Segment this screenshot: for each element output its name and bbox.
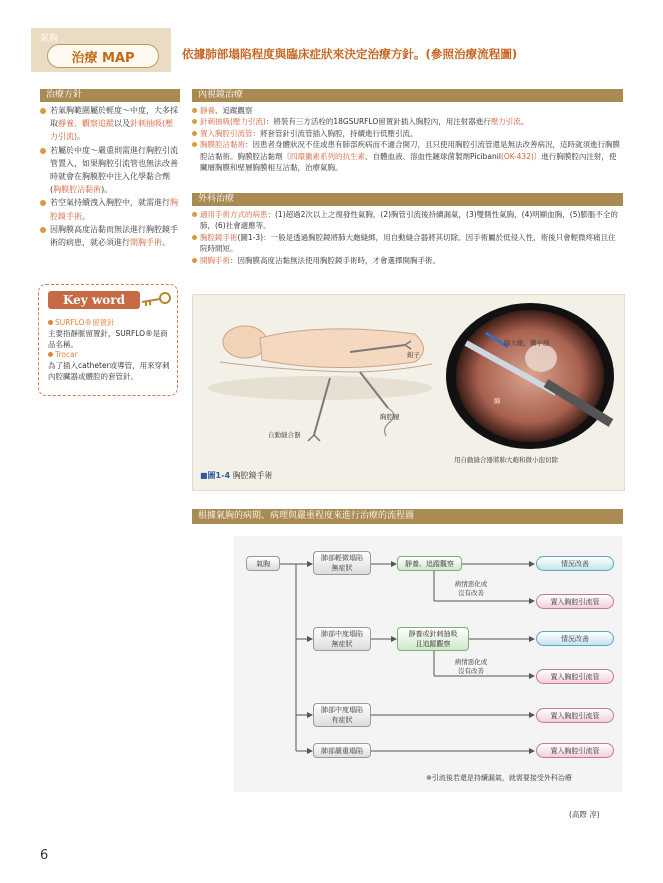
item-text: 、自體血液、溶血性鏈球菌製劑Picibanil — [365, 151, 501, 161]
item-label: 胸膜腔沾黏術 — [200, 140, 245, 150]
key-icon — [140, 290, 172, 310]
treatment-policy-bar: 治療方針 — [40, 89, 180, 102]
flow-rest-observe: 靜養、追蹤觀察 — [397, 556, 462, 571]
item-highlight: 胸膜腔沾黏術 — [53, 185, 102, 195]
list-item — [40, 144, 180, 197]
flow-outcome-drain: 置入胸腔引流管 — [536, 594, 614, 609]
list-item — [192, 139, 623, 173]
bullet-icon — [192, 235, 197, 240]
list-item — [192, 128, 623, 139]
label-bulla: 肺大皰、微小泡 — [504, 339, 550, 347]
item-text: 。 — [77, 132, 86, 142]
surgery-bar: 外科治療 — [192, 193, 623, 206]
figure-title: 胸腔鏡手術 — [232, 471, 273, 480]
chapter-label: 氣胸 — [40, 34, 59, 44]
keyword-description: 為了插入catheter或導管，用來穿刺內腔臟器或體腔的套管針。 — [48, 361, 170, 381]
item-text: 以及 — [114, 119, 130, 129]
flow-mild-collapse: 肺部輕微塌陷 無症狀 — [313, 551, 371, 575]
patient-illustration — [200, 300, 440, 465]
item-text: 。 — [82, 211, 90, 221]
author-credit: (高際 淳) — [569, 810, 600, 819]
flow-severe-collapse: 肺部嚴重塌陷 — [313, 743, 371, 758]
bullet-icon — [40, 148, 46, 154]
item-highlight: (OK-432) — [500, 151, 534, 161]
flowchart-bar: 根據氣胸的病期、病理與嚴重程度來進行治療的流程圖 — [192, 509, 623, 524]
item-text: 若空氣持續洩入胸腔中，就需進行 — [50, 198, 170, 208]
surgery-list — [192, 209, 623, 266]
item-text: (圖1-3)：一般是透過胸腔鏡將肺大皰縫綁，用自動縫合器將其切除。因手術屬於低侵入性，術後只會輕微疼痛且住院時間短。 — [200, 232, 616, 254]
item-text: )。 — [101, 185, 113, 195]
item-label: 開胸手術 — [200, 255, 230, 265]
keyword-description: 主要指靜脈留置針，SURFLO®是商品名稱。 — [48, 328, 168, 349]
keyword-title: Key word — [48, 291, 140, 309]
item-label: 適用手術方式的病患 — [200, 210, 268, 219]
flow-outcome-drain: 置入胸腔引流管 — [536, 669, 614, 684]
item-label: 靜養 — [200, 106, 215, 115]
item-label: 胸腔鏡手術 — [200, 232, 238, 242]
bullet-icon — [192, 131, 197, 136]
endoscopic-photo — [446, 303, 614, 449]
bullet-icon — [192, 212, 197, 217]
list-item — [192, 105, 623, 116]
keyword-term: SURFLO®留置針 — [55, 318, 115, 327]
item-highlight: 壓力引流 — [490, 117, 521, 127]
label-stapler: 自動縫合器 — [268, 431, 301, 439]
endoscopy-list — [192, 105, 623, 173]
label-forceps: 鉗子 — [407, 351, 420, 359]
item-text: ：將裝有三方活栓的18GSURFLO留置針插入胸腔內，用注射器進行 — [265, 117, 491, 127]
item-highlight: 胸腔鏡手術 — [50, 198, 178, 221]
section-title: 治療 MAP — [47, 44, 159, 68]
item-text: ：因患者身體狀況不佳或患有肺部疾病而不適合開刀，且只使用胸腔引流管還是無法改善病況，這時就須進行胸膜腔沾黏術。胸膜腔沾黏劑〔 — [200, 140, 620, 161]
flow-moderate-collapse: 肺部中度塌陷 無症狀 — [313, 627, 371, 651]
flow-worsen-label: 病情惡化或 沒有改善 — [454, 580, 488, 597]
keyword-content — [48, 318, 172, 383]
list-item — [40, 196, 180, 222]
item-text: 。 — [162, 238, 170, 248]
bullet-icon — [192, 119, 197, 124]
item-text: 因胸膜高度沾黏而無法進行胸腔鏡手術的病患，就必須進行 — [50, 224, 178, 248]
bullet-icon — [48, 320, 53, 325]
item-text: 若氣胸範圍屬於輕度～中度，大多採取 — [50, 106, 178, 129]
flow-worsen-label: 病情惡化或 沒有改善 — [454, 658, 488, 675]
bullet-icon — [40, 227, 46, 233]
flow-start-pneumothorax: 氣胸 — [246, 556, 280, 571]
item-text: 。 — [520, 117, 529, 127]
item-text: 、追蹤觀察 — [215, 106, 253, 115]
bullet-icon — [40, 108, 46, 114]
label-lung: 肺 — [494, 397, 501, 405]
figure-number: ■圖1-4 — [200, 471, 231, 480]
list-item — [192, 232, 623, 255]
item-highlight: 靜養、觀察追蹤 — [58, 119, 114, 129]
bullet-icon — [48, 352, 53, 357]
item-highlight: 針刺抽吸(壓力引流) — [50, 119, 174, 142]
list-item — [40, 104, 180, 144]
list-item — [40, 223, 180, 249]
item-label: 針刺抽吸(壓力引流) — [200, 117, 266, 127]
item-text: 〕進行胸膜腔內注射，使臟層胸膜和壁層胸膜相互沾黏，治療氣胸。 — [200, 151, 617, 173]
page-headline: 依據肺部塌陷程度與臨床症狀來決定治療方針。(參照治療流程圖) — [182, 47, 518, 61]
label-endoscope: 胸腔鏡 — [380, 413, 400, 421]
item-text: ：將套管針引流管插入胸腔，持續進行低壓引流。 — [252, 128, 418, 138]
flow-moderate-symptomatic: 肺部中度塌陷 有症狀 — [313, 703, 371, 727]
list-item — [192, 116, 623, 127]
keyword-term: Trocar — [55, 350, 78, 360]
flowchart-note: ※引流後若還是持續漏氣，就需要接受外科治療 — [426, 774, 572, 782]
item-text: 若屬於中度～嚴重則需進行胸腔引流管置入，如果胸腔引流管也無法改善時就會在胸膜腔中注入化學黏合劑( — [50, 145, 178, 195]
list-item — [192, 209, 623, 232]
page-number: 6 — [40, 848, 49, 863]
item-text: ：(1)超過2次以上之復發性氣胸，(2)胸管引流後持續漏氣，(3)雙側性氣胸，(4)明顯血胸，(5)膨脹不全的肺，(6)社會適應等。 — [200, 210, 618, 231]
list-item — [192, 255, 623, 266]
item-highlight: 四環黴素系列的抗生素 — [290, 151, 365, 161]
item-label: 置入胸腔引流管 — [200, 128, 253, 138]
treatment-policy-list — [40, 104, 180, 249]
bullet-icon — [192, 108, 197, 113]
flow-rest-or-aspiration: 靜養或針刺抽吸 且追蹤觀察 — [397, 627, 469, 651]
flow-outcome-drain: 置入胸腔引流管 — [536, 743, 614, 758]
flow-outcome-improve: 情況改善 — [536, 631, 614, 646]
item-text: ：因胸膜高度沾黏無法使用胸腔鏡手術時，才會選擇開胸手術。 — [230, 255, 440, 265]
item-highlight: 開胸手術 — [130, 238, 162, 248]
flow-outcome-drain: 置入胸腔引流管 — [536, 708, 614, 723]
flow-outcome-improve: 情況改善 — [536, 556, 614, 571]
endoscopy-bar: 內視鏡治療 — [192, 89, 623, 102]
figure-caption — [200, 470, 273, 481]
bullet-icon — [192, 258, 197, 263]
photo-caption: 用自動縫合器將肺大皰和微小泡切除 — [454, 456, 558, 464]
bullet-icon — [40, 200, 46, 206]
bullet-icon — [192, 142, 197, 147]
